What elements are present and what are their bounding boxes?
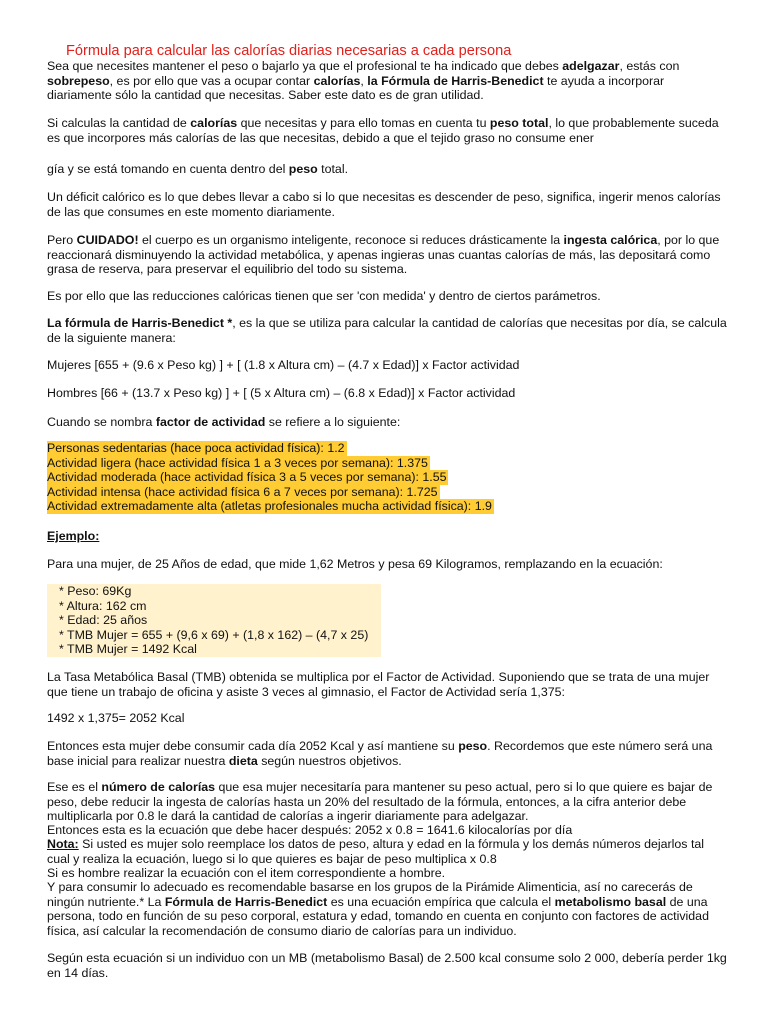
text-run: que esa mujer necesitaría para mantener su peso actual, pero si lo que quiere es bajar de peso, debe reducir la ingesta de calorías hasta un 20% del resultado de la fórmula, entonces, a la cifra anterior debe multiplicarla por 0.8 le dará la cantidad de calorías a ingerir diariamente para adelgazar. bbox=[47, 780, 713, 823]
text-run: , es por ello que vas a ocupar contar bbox=[109, 73, 314, 88]
paragraph-note bbox=[47, 837, 727, 866]
text-run: el cuerpo es un organismo inteligente, reconoce si reduces drásticamente la bbox=[138, 233, 564, 247]
paragraph-example-intro: Para una mujer, de 25 Años de edad, que mide 1,62 Metros y pesa 69 Kilogramos, remplazando en la ecuación: bbox=[47, 557, 663, 571]
paragraph-intro bbox=[47, 59, 727, 103]
list-item bbox=[47, 499, 494, 514]
highlighted-text: Actividad extremadamente alta (atletas profesionales mucha actividad física): 1.9 bbox=[47, 499, 492, 513]
text-run: , bbox=[360, 73, 368, 88]
text-run: Cuando se nombra bbox=[47, 415, 156, 429]
bold-text: La fórmula de Harris-Benedict * bbox=[47, 316, 233, 330]
paragraph-reductions: Es por ello que las reducciones calóricas tienen que ser 'con medida' y dentro de ciertos parámetros. bbox=[47, 289, 601, 303]
highlighted-text: Actividad moderada (hace actividad física 3 a 5 veces por semana): 1.55 bbox=[47, 470, 447, 484]
bold-text: calorías bbox=[313, 73, 361, 88]
text-run: gía y se está tomando en cuenta dentro del bbox=[47, 162, 289, 176]
bold-text: metabolismo basal bbox=[554, 894, 667, 909]
activity-factor-list bbox=[47, 441, 494, 514]
text-run: es una ecuación empírica que calcula el bbox=[327, 894, 555, 909]
list-item: * Edad: 25 años bbox=[59, 613, 148, 627]
paragraph-conclusion: Según esta ecuación si un individuo con un MB (metabolismo Basal) de 2.500 kcal consume solo 2 000, debería perder 1kg en 14 días. bbox=[47, 951, 727, 980]
page-title: Fórmula para calcular las calorías diarias necesarias a cada persona bbox=[66, 43, 512, 59]
paragraph-formula-intro bbox=[47, 316, 727, 345]
example-heading bbox=[47, 529, 727, 544]
paragraph-warning bbox=[47, 233, 727, 277]
bold-text: peso bbox=[458, 739, 488, 753]
text-run: que necesitas y para ello tomas en cuenta tu bbox=[237, 116, 490, 130]
list-item: * TMB Mujer = 655 + (9,6 x 69) + (1,8 x 162) – (4,7 x 25) bbox=[59, 627, 369, 642]
bold-text: dieta bbox=[228, 753, 258, 768]
paragraph-deficit: Un déficit calórico es lo que debes llevar a cabo si lo que necesitas es descender de peso, significa, ingerir menos calorías de las que consumes en este momento diariamente. bbox=[47, 190, 721, 219]
list-item: * Altura: 162 cm bbox=[59, 598, 147, 613]
text-run: Si usted es mujer solo reemplace los datos de peso, altura y edad en la fórmula y los demás números dejarlos tal cual y realiza la ecuación, luego si lo que quieres es bajar de peso multiplica x 0.8 bbox=[47, 837, 705, 866]
bold-text: CUIDADO! bbox=[76, 233, 139, 247]
bold-text: adelgazar bbox=[562, 59, 620, 73]
example-values-box bbox=[47, 584, 381, 657]
text-run: Pero bbox=[47, 233, 77, 247]
text-run: Y para consumir lo adecuado es recomendable basarse en los grupos de la Pirámide Alimenticia, así no carecerás de ningún nutriente.* La bbox=[47, 880, 693, 909]
bold-text: peso total bbox=[489, 116, 549, 130]
highlighted-text: Actividad ligera (hace actividad física 1 a 3 veces por semana): 1.375 bbox=[47, 455, 428, 470]
bold-text: calorías bbox=[190, 116, 238, 130]
formula-women: Mujeres [655 + (9.6 x Peso kg) ] + [ (1.8 x Altura cm) – (4.7 x Edad)] x Factor actividad bbox=[47, 358, 520, 372]
bold-text: peso bbox=[288, 162, 318, 176]
text-run: , lo que probablemente suceda es que incorpores más calorías de las que necesitas, debido a que el tejido graso no consume ener bbox=[47, 116, 719, 145]
text-run: , es la que se utiliza para calcular la cantidad de calorías que necesitas por día, se calcula de la siguiente manera: bbox=[47, 316, 727, 345]
text-run: , por lo que reaccionará disminuyendo la actividad metabólica, y apenas ingieras unas cuantas calorías de más, las depositará como grasa de reserva, para preservar el equilibrio del todo su sistema. bbox=[47, 233, 720, 276]
paragraph-tmb: La Tasa Metabólica Basal (TMB) obtenida se multiplica por el Factor de Actividad. Suponiendo que se trata de una mujer que tiene un trabajo de oficina y asiste 3 veces al gimnasio, el Factor de Actividad sería 1,375: bbox=[47, 670, 710, 699]
underlined-heading: Ejemplo: bbox=[47, 529, 100, 543]
highlighted-text: Actividad intensa (hace actividad física 6 a 7 veces por semana): 1.725 bbox=[47, 484, 438, 499]
text-run: Ese es el bbox=[47, 780, 102, 794]
formula-men: Hombres [66 + (13.7 x Peso kg) ] + [ (5 x Altura cm) – (6.8 x Edad)] x Factor actividad bbox=[47, 386, 516, 400]
bold-text: factor de actividad bbox=[155, 415, 266, 429]
calculation-line: 1492 x 1,375= 2052 Kcal bbox=[47, 711, 185, 725]
paragraph-pyramid bbox=[47, 880, 727, 938]
list-item bbox=[47, 470, 494, 485]
paragraph-equation: Entonces esta es la ecuación que debe hacer después: 2052 x 0.8 = 1641.6 kilocalorías por día bbox=[47, 823, 573, 837]
paragraph-daily-consumption bbox=[47, 739, 727, 768]
text-run: Si calculas la cantidad de bbox=[47, 116, 191, 130]
text-run: según nuestros objetivos. bbox=[257, 753, 402, 768]
paragraph-continuation bbox=[47, 162, 727, 177]
list-item: * TMB Mujer = 1492 Kcal bbox=[59, 642, 197, 656]
paragraph-calorie-number bbox=[47, 780, 727, 824]
note-label: Nota: bbox=[47, 837, 79, 851]
text-run: se refiere a lo siguiente: bbox=[265, 415, 401, 429]
text-run: te ayuda a incorporar diariamente sólo la cantidad que necesitas. Saber este dato es de gran utilidad. bbox=[47, 73, 665, 102]
list-item bbox=[47, 456, 494, 471]
list-item bbox=[47, 485, 494, 500]
highlighted-text: Personas sedentarias (hace poca actividad física): 1.2 bbox=[47, 441, 345, 455]
text-run: Entonces esta mujer debe consumir cada día 2052 Kcal y así mantiene su bbox=[47, 739, 459, 753]
text-run: , estás con bbox=[619, 59, 680, 73]
list-item: * Peso: 69Kg bbox=[59, 584, 132, 598]
paragraph-men: Si es hombre realizar la ecuación con el item correspondiente a hombre. bbox=[47, 866, 446, 880]
bold-text: sobrepeso bbox=[47, 73, 110, 88]
text-run: . Recordemos que este número será una base inicial para realizar nuestra bbox=[47, 739, 713, 768]
bold-text: la Fórmula de Harris-Benedict bbox=[367, 73, 544, 88]
text-run: Sea que necesites mantener el peso o bajarlo ya que el profesional te ha indicado que debes bbox=[47, 59, 563, 73]
bold-text: ingesta calórica bbox=[563, 233, 658, 247]
list-item bbox=[47, 441, 494, 456]
text-run: total. bbox=[317, 162, 349, 176]
bold-text: Fórmula de Harris-Benedict bbox=[164, 894, 328, 909]
paragraph-total-weight bbox=[47, 116, 727, 145]
bold-text: número de calorías bbox=[101, 780, 216, 794]
paragraph-activity-factor bbox=[47, 415, 727, 430]
text-run: de una persona, todo en función de su peso corporal, estatura y edad, tomando en cuenta en conjunto con factores de actividad física, así calcular la recomendación de consumo diario de calorías para un individuo. bbox=[47, 894, 709, 938]
